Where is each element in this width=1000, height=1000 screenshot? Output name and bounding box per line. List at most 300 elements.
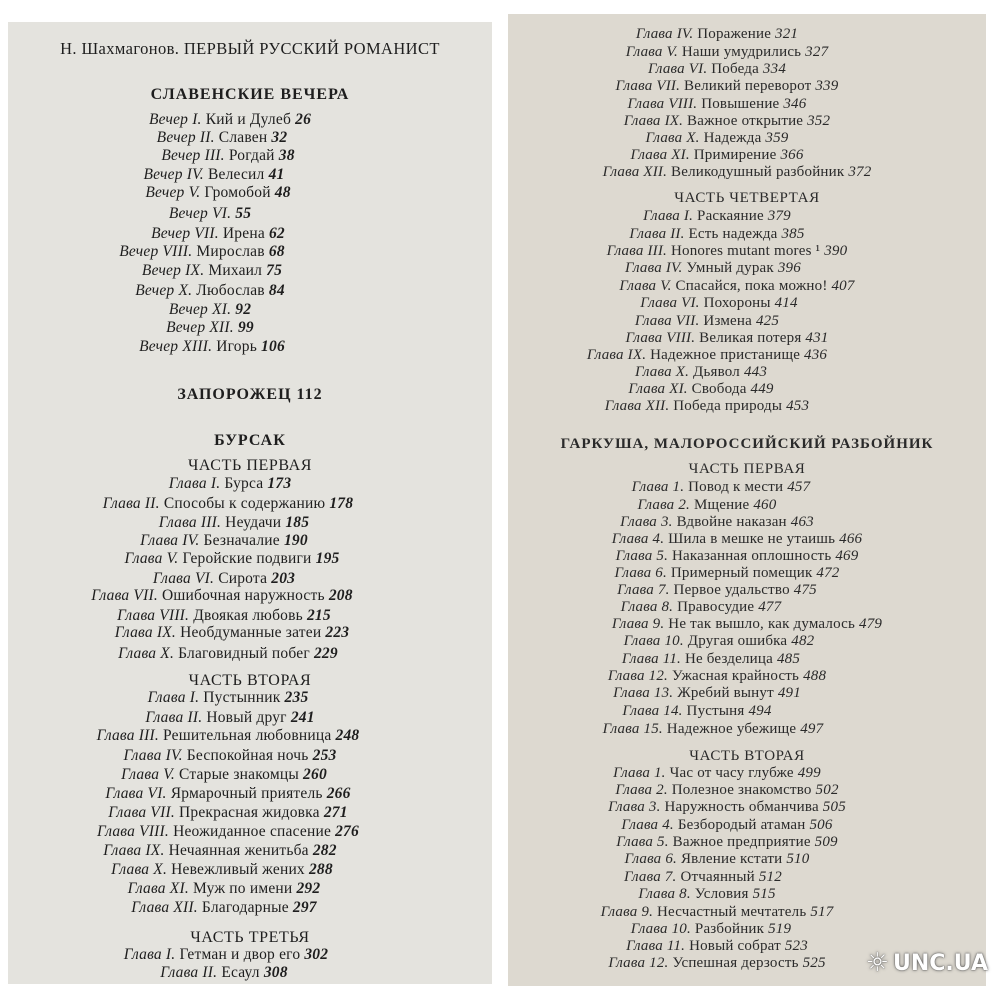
entry-page: 173: [267, 475, 292, 492]
entry-label: Вечер VII.: [151, 225, 219, 242]
entry-label: Глава XII.: [131, 899, 198, 916]
entry-title: Важное открытие: [687, 113, 804, 129]
entry-page: 282: [312, 842, 337, 859]
entry-label: Глава I.: [643, 208, 694, 224]
entry-page: 271: [323, 804, 348, 821]
entry-page: 463: [790, 514, 814, 530]
toc-entry: [508, 363, 940, 381]
toc-entry: [508, 277, 976, 295]
toc-entry: [508, 346, 946, 364]
entry-page: 425: [755, 313, 780, 329]
entry-page: 525: [802, 955, 826, 971]
entry-page: 506: [809, 817, 833, 833]
entry-label: Глава 10.: [630, 921, 691, 937]
entry-page: 517: [810, 904, 834, 920]
entry-title: Отчаянный: [680, 869, 755, 885]
entry-page: 62: [268, 225, 285, 242]
entry-label: Глава 5.: [615, 548, 669, 564]
entry-title: Правосудие: [677, 599, 755, 615]
entry-title: Великодушный разбойник: [671, 164, 845, 180]
entry-title: Примирение: [693, 147, 777, 163]
entry-label: Вечер X.: [135, 282, 193, 299]
part-title: ЧАСТЬ ТРЕТЬЯ: [190, 929, 310, 946]
toc-entry: [8, 495, 470, 513]
entry-page: 48: [274, 184, 291, 201]
entry-label: Глава X.: [634, 364, 690, 380]
entry-label: Глава VIII.: [627, 96, 698, 112]
entry-page: 385: [781, 226, 805, 242]
toc-entry: [8, 570, 466, 588]
entry-label: Глава 11.: [621, 651, 681, 667]
entry-title: Ирена: [222, 225, 265, 242]
entry-page: 460: [753, 497, 777, 513]
entry-title: Муж по имени: [192, 880, 293, 897]
entry-title: Ужасная крайность: [671, 668, 800, 684]
entry-label: Глава 7.: [624, 869, 677, 885]
entry-label: Глава II.: [160, 964, 218, 981]
entry-title: Успешная дерзость: [672, 955, 799, 971]
entry-label: Глава XI.: [628, 381, 688, 397]
entry-page: 321: [775, 26, 799, 42]
entry-title: Решительная любовница: [163, 727, 332, 744]
entry-label: Глава 7.: [617, 582, 670, 598]
entry-page: 414: [774, 295, 798, 311]
part-title: ЧАСТЬ ВТОРАЯ: [689, 748, 805, 764]
entry-page: 449: [750, 381, 774, 397]
entry-page: 512: [758, 869, 782, 885]
entry-page: 235: [284, 689, 309, 706]
toc-entry: [8, 607, 466, 625]
entry-page: 178: [329, 495, 354, 512]
entry-title: Рогдай: [228, 147, 275, 164]
entry-title: Невежливый жених: [171, 861, 305, 878]
entry-label: Глава IV.: [625, 260, 683, 276]
entry-title: Прекрасная жидовка: [178, 804, 320, 821]
entry-title: Спасайся, пока можно!: [675, 278, 828, 294]
entry-page: 505: [822, 799, 846, 815]
toc-entry: [508, 259, 952, 277]
entry-label: Глава 6.: [614, 565, 667, 581]
toc-entry: [508, 312, 946, 330]
toc-entry: [8, 129, 464, 147]
entry-label: Глава 2.: [637, 497, 690, 513]
entry-page: 469: [835, 548, 859, 564]
entry-title: Разбойник: [694, 921, 765, 937]
watermark: [866, 950, 988, 976]
entry-page: 292: [296, 880, 321, 897]
entry-label: Глава IX.: [114, 624, 176, 641]
entry-page: 215: [306, 607, 331, 624]
toc-entry: [508, 43, 966, 61]
entry-label: Глава 9.: [600, 904, 654, 920]
entry-title: Новый друг: [206, 709, 287, 726]
entry-label: Вечер XIII.: [139, 338, 213, 355]
toc-entry: [8, 475, 472, 493]
entry-page: 372: [848, 164, 872, 180]
entry-page: 84: [268, 282, 285, 299]
toc-entry: [508, 684, 946, 702]
toc-entry: [8, 785, 470, 803]
toc-entry: [8, 861, 464, 879]
entry-label: Глава II.: [102, 495, 160, 512]
entry-title: Примерный помещик: [670, 565, 813, 581]
entry-page: 229: [313, 645, 338, 662]
entry-page: 302: [304, 946, 329, 963]
entry-page: 396: [777, 260, 801, 276]
toc-entry: [508, 798, 966, 816]
entry-title: Поражение: [697, 26, 772, 42]
entry-page: 38: [278, 147, 295, 164]
entry-label: Глава VI.: [647, 61, 708, 77]
entry-page: 502: [815, 782, 839, 798]
entry-title: Похороны: [703, 295, 771, 311]
entry-page: 407: [831, 278, 855, 294]
entry-label: Глава 4.: [611, 531, 665, 547]
part-title: ЧАСТЬ ПЕРВАЯ: [187, 457, 313, 474]
toc-entry: [508, 632, 958, 650]
toc-entry: [8, 946, 468, 964]
entry-title: Полезное знакомство: [671, 782, 812, 798]
entry-label: Глава XI.: [127, 880, 189, 897]
toc-entry: [8, 587, 464, 605]
entry-label: Глава V.: [619, 278, 672, 294]
toc-entry: [508, 242, 966, 260]
entry-label: Глава VI.: [105, 785, 167, 802]
entry-title: Мирослав: [196, 243, 265, 260]
toc-entry: [8, 624, 474, 642]
entry-label: Глава I.: [123, 946, 176, 963]
entry-label: Глава II.: [145, 709, 203, 726]
entry-title: Пустыня: [686, 703, 745, 719]
toc-entry: [8, 147, 470, 165]
toc-entry: [508, 833, 966, 851]
entry-title: Повод к мести: [688, 479, 784, 495]
entry-label: Глава 10.: [623, 633, 684, 649]
toc-entry: [508, 720, 952, 738]
toc-entry: [8, 823, 470, 841]
toc-entry: [8, 645, 470, 663]
entry-title: Первое удальство: [673, 582, 790, 598]
toc-entry: [508, 650, 950, 668]
entry-page: 488: [803, 668, 827, 684]
entry-title: Надежное убежище: [666, 721, 797, 737]
entry-label: Глава VII.: [634, 313, 700, 329]
entry-title: Геройские подвиги: [182, 550, 312, 567]
entry-page: 260: [303, 766, 327, 783]
entry-title: Любослав: [196, 282, 265, 299]
entry-page: 479: [859, 616, 883, 632]
entry-label: Глава 11.: [626, 938, 686, 954]
section-title: ЗАПОРОЖЕЦ 112: [177, 386, 323, 403]
entry-page: 497: [800, 721, 824, 737]
entry-title: Игорь: [216, 338, 257, 355]
toc-entry: [508, 903, 956, 921]
entry-title: Бурса: [224, 475, 264, 492]
entry-page: 510: [786, 851, 810, 867]
toc-entry: [8, 282, 452, 300]
toc-entry: [508, 129, 956, 147]
toc-entry: [508, 60, 956, 78]
entry-page: 352: [807, 113, 831, 129]
entry-page: 482: [791, 633, 815, 649]
entry-page: 390: [824, 243, 848, 259]
toc-entry: [8, 111, 472, 129]
toc-entry: [508, 615, 986, 633]
page-header: Н. Шахмагонов. ПЕРВЫЙ РУССКИЙ РОМАНИСТ: [60, 39, 440, 58]
toc-entry: [8, 262, 454, 280]
entry-page: 41: [268, 166, 285, 183]
toc-entry: [8, 964, 466, 982]
entry-label: Вечер V.: [145, 184, 201, 201]
section-title: БУРСАК: [214, 432, 286, 449]
entry-title: Способы к содержанию: [163, 495, 326, 512]
entry-title: Жребий вынут: [677, 685, 774, 701]
toc-entry: [8, 184, 460, 202]
entry-title: Не так вышло, как думалось: [668, 616, 856, 632]
entry-page: 366: [780, 147, 804, 163]
entry-title: Велесил: [207, 166, 265, 183]
toc-entry: [508, 207, 956, 225]
toc-entry: [8, 301, 452, 319]
entry-label: Вечер XI.: [168, 301, 232, 318]
entry-label: Глава X.: [111, 861, 168, 878]
entry-page: 443: [743, 364, 768, 380]
entry-page: 203: [271, 570, 296, 587]
entry-title: Важное предприятие: [672, 834, 811, 850]
toc-entry: [508, 77, 966, 95]
toc-entry: [508, 294, 958, 312]
toc-entry: [508, 380, 940, 398]
toc-entry: [508, 564, 966, 582]
entry-title: Honores mutant mores ¹: [670, 243, 821, 259]
toc-entry: [8, 766, 466, 784]
toc-entry: [8, 880, 466, 898]
entry-label: Глава IX.: [103, 842, 165, 859]
toc-entry: [8, 166, 456, 184]
toc-entry: [508, 146, 956, 164]
toc-entry: [8, 842, 462, 860]
entry-label: Вечер I.: [148, 111, 202, 128]
entry-label: Глава VIII.: [117, 607, 190, 624]
entry-page: 195: [315, 550, 340, 567]
entry-page: 55: [235, 205, 252, 222]
entry-title: Неудачи: [225, 514, 282, 531]
entry-label: Глава V.: [121, 766, 175, 783]
entry-page: 436: [804, 347, 828, 363]
entry-label: Глава I.: [147, 689, 200, 706]
entry-page: 266: [326, 785, 351, 802]
entry-label: Глава 13.: [613, 685, 674, 701]
entry-label: Глава 1.: [613, 765, 666, 781]
entry-page: 494: [748, 703, 772, 719]
entry-label: Глава XII.: [602, 164, 668, 180]
entry-title: Явление кстати: [680, 851, 783, 867]
entry-title: Благовидный побег: [178, 645, 310, 662]
entry-label: Вечер II.: [156, 129, 215, 146]
entry-title: Необдуманные затеи: [180, 624, 322, 641]
entry-label: Глава XII.: [604, 398, 670, 414]
entry-title: Старые знакомцы: [179, 766, 299, 783]
entry-label: Глава IV.: [123, 747, 183, 764]
entry-page: 297: [292, 899, 317, 916]
toc-entry: [508, 530, 976, 548]
entry-title: Шила в мешке не утаишь: [668, 531, 836, 547]
toc-entry: [8, 689, 470, 707]
toc-entry: [508, 868, 942, 886]
entry-page: 339: [815, 78, 839, 94]
toc-entry: [508, 329, 966, 347]
entry-page: 308: [263, 964, 288, 981]
entry-title: Кий и Дулеб: [205, 111, 292, 128]
entry-page: 477: [758, 599, 782, 615]
toc-entry: [508, 764, 956, 782]
entry-label: Глава 4.: [621, 817, 674, 833]
entry-title: Надежда: [703, 130, 762, 146]
entry-page: 491: [777, 685, 801, 701]
entry-title: Великий переворот: [684, 78, 812, 94]
left-page: [8, 22, 492, 984]
toc-entry: [8, 319, 452, 337]
toc-entry: [8, 532, 466, 550]
entry-label: Глава 3.: [608, 799, 661, 815]
entry-page: 457: [787, 479, 811, 495]
entry-label: Глава 6.: [624, 851, 677, 867]
entry-label: Глава I.: [168, 475, 221, 492]
toc-entry: [508, 25, 956, 43]
right-page: [508, 14, 986, 986]
toc-entry: [508, 781, 966, 799]
entry-title: Новый собрат: [689, 938, 781, 954]
entry-label: Глава IV.: [635, 26, 694, 42]
entry-label: Вечер III.: [161, 147, 225, 164]
toc-entry: [508, 513, 956, 531]
entry-title: Беспокойная ночь: [186, 747, 309, 764]
entry-label: Глава VI.: [152, 570, 215, 587]
toc-entry: [508, 581, 956, 599]
entry-title: Измена: [703, 313, 752, 329]
entry-page: 499: [797, 765, 821, 781]
entry-title: Не безделица: [684, 651, 773, 667]
entry-page: 106: [261, 338, 285, 355]
entry-label: Глава VIII.: [97, 823, 169, 840]
entry-label: Вечер IX.: [141, 262, 205, 279]
entry-page: 248: [335, 727, 360, 744]
entry-title: Наши умудрились: [681, 44, 802, 60]
entry-label: Глава XI.: [630, 147, 690, 163]
entry-page: 276: [335, 823, 359, 840]
entry-page: 75: [266, 262, 283, 279]
entry-label: Вечер VIII.: [119, 243, 193, 260]
entry-page: 26: [295, 111, 312, 128]
entry-title: Громобой: [204, 184, 271, 201]
entry-page: 241: [290, 709, 315, 726]
entry-title: Нечаянная женитьба: [168, 842, 309, 859]
toc-entry: [8, 205, 452, 223]
entry-label: Глава VI.: [640, 295, 700, 311]
toc-entry: [8, 727, 470, 745]
entry-title: Есаул: [221, 964, 260, 981]
toc-entry: [508, 702, 936, 720]
entry-title: Вдвойне наказан: [676, 514, 787, 530]
toc-entry: [8, 243, 444, 261]
watermark-text: UNC.UA: [893, 950, 988, 976]
entry-title: Час от часу глубже: [669, 765, 794, 781]
toc-entry: [508, 95, 956, 113]
entry-label: Глава V.: [625, 44, 678, 60]
toc-entry: [508, 598, 940, 616]
entry-title: Двоякая любовь: [193, 607, 303, 624]
entry-page: 99: [237, 319, 254, 336]
part-title: ЧАСТЬ ПЕРВАЯ: [688, 461, 806, 477]
entry-page: 346: [783, 96, 807, 112]
entry-page: 92: [235, 301, 252, 318]
entry-label: Глава IX.: [586, 347, 647, 363]
entry-page: 68: [268, 243, 285, 260]
entry-title: Безбородый атаман: [677, 817, 806, 833]
entry-title: Другая ошибка: [687, 633, 788, 649]
toc-entry: [8, 709, 472, 727]
entry-label: Глава 3.: [620, 514, 673, 530]
toc-entry: [8, 338, 454, 356]
part-title: ЧАСТЬ ЧЕТВЕРТАЯ: [674, 190, 820, 206]
toc-entry: [508, 163, 976, 181]
toc-entry: [8, 514, 476, 532]
entry-label: Глава 1.: [631, 479, 685, 495]
toc-entry: [8, 899, 466, 917]
section-title: ГАРКУША, МАЛОРОССИЙСКИЙ РАЗБОЙНИК: [560, 436, 934, 452]
entry-title: Благодарные: [201, 899, 289, 916]
entry-label: Глава VIII.: [625, 330, 696, 346]
entry-title: Великая потеря: [699, 330, 802, 346]
entry-title: Несчастный мечтатель: [656, 904, 807, 920]
entry-title: Свобода: [691, 381, 747, 397]
entry-title: Безначалие: [203, 532, 280, 549]
entry-label: Глава V.: [124, 550, 179, 567]
part-title: ЧАСТЬ ВТОРАЯ: [188, 672, 312, 689]
entry-title: Сирота: [218, 570, 268, 587]
entry-label: Глава VII.: [108, 804, 175, 821]
entry-title: Ярмарочный приятель: [170, 785, 323, 802]
toc-entry: [508, 496, 946, 514]
entry-label: Вечер XII.: [166, 319, 234, 336]
toc-entry: [508, 397, 946, 415]
entry-page: 523: [784, 938, 808, 954]
entry-page: 431: [805, 330, 829, 346]
entry-title: Славен: [218, 129, 268, 146]
entry-label: Глава 12.: [607, 668, 668, 684]
entry-title: Победа: [711, 61, 759, 77]
entry-label: Глава III.: [158, 514, 222, 531]
entry-page: 453: [786, 398, 810, 414]
entry-page: 190: [283, 532, 308, 549]
entry-page: 359: [765, 130, 789, 146]
entry-page: 466: [839, 531, 863, 547]
entry-page: 208: [328, 587, 353, 604]
entry-page: 379: [767, 208, 791, 224]
entry-title: Пустынник: [203, 689, 281, 706]
entry-label: Глава VII.: [615, 78, 681, 94]
section-title: СЛАВЕНСКИЕ ВЕЧЕРА: [150, 86, 350, 103]
entry-label: Глава 14.: [622, 703, 683, 719]
entry-page: 509: [814, 834, 838, 850]
entry-label: Глава IX.: [623, 113, 684, 129]
entry-page: 515: [752, 886, 776, 902]
entry-title: Михаил: [208, 262, 263, 279]
entry-label: Глава 9.: [611, 616, 665, 632]
entry-title: Раскаяние: [697, 208, 764, 224]
entry-title: Есть надежда: [688, 226, 778, 242]
entry-label: Вечер VI.: [168, 205, 232, 222]
